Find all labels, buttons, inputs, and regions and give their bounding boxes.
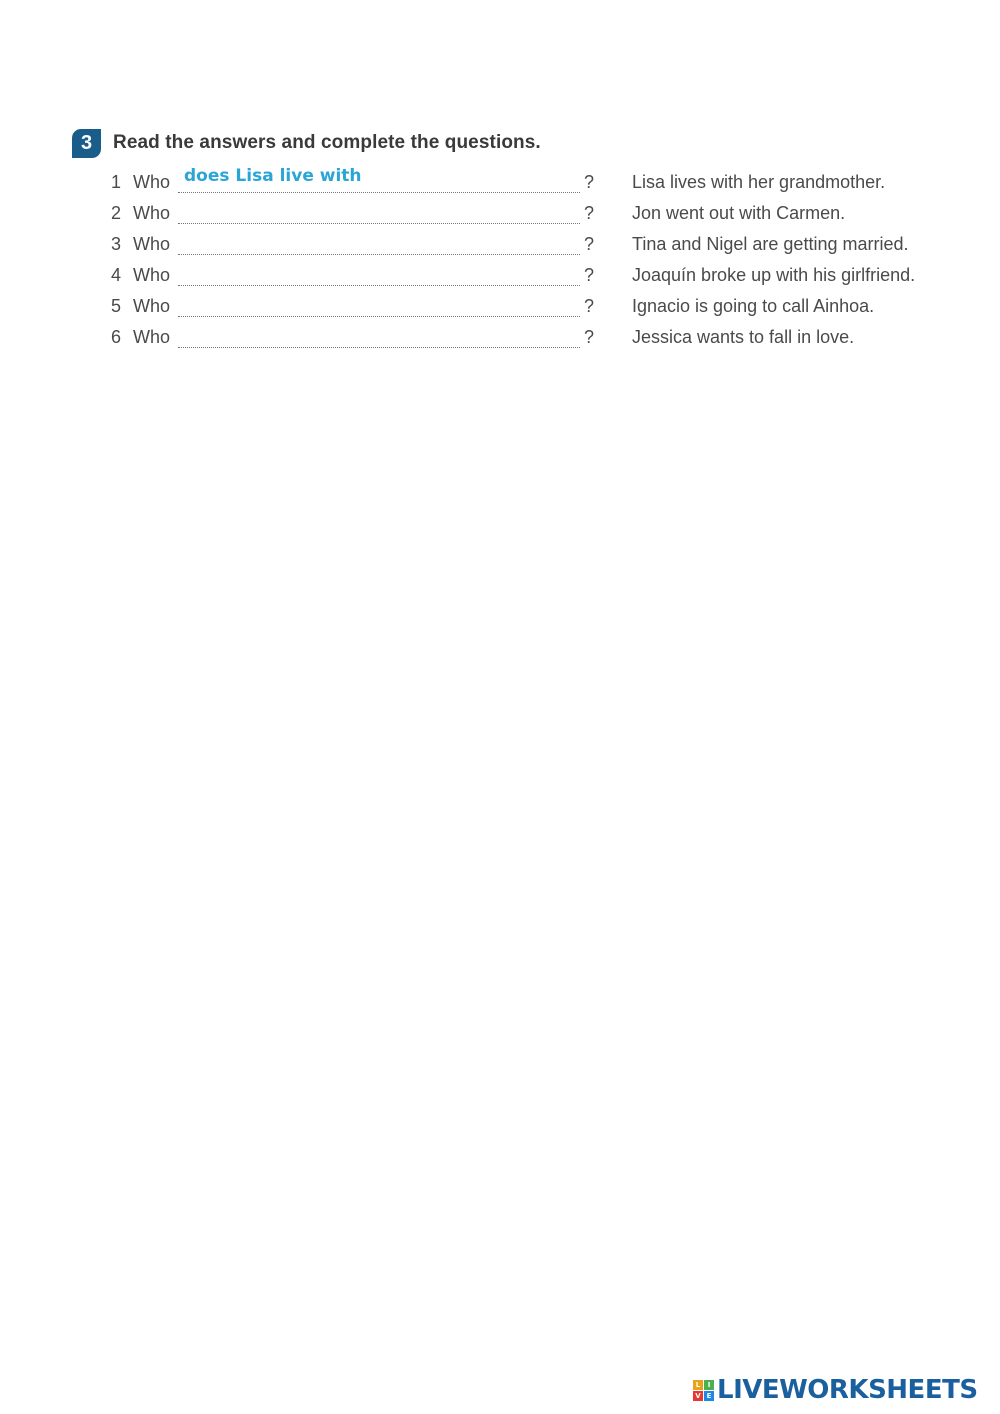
- logo-grid-icon: [693, 1380, 714, 1401]
- response-sentence: Jon went out with Carmen.: [632, 203, 846, 223]
- response-sentence: Tina and Nigel are getting married.: [632, 234, 909, 254]
- question-word: Who: [133, 234, 171, 254]
- question-row-6: [72, 323, 952, 354]
- answer-field-2[interactable]: [178, 201, 580, 224]
- liveworksheets-logo: [693, 1376, 978, 1404]
- answer-field-4[interactable]: [178, 263, 580, 286]
- question-mark: ?: [584, 327, 595, 347]
- item-number: 1: [111, 172, 122, 192]
- answer-field-5[interactable]: [178, 294, 580, 317]
- question-word: Who: [133, 296, 171, 316]
- logo-tile: L: [693, 1380, 703, 1390]
- exercise-number-badge: 3: [72, 129, 101, 158]
- response-sentence: Ignacio is going to call Ainhoa.: [632, 296, 875, 316]
- question-word: Who: [133, 203, 171, 223]
- question-mark: ?: [584, 265, 595, 285]
- item-number: 6: [111, 327, 122, 347]
- question-word: Who: [133, 172, 171, 192]
- question-row-3: [72, 230, 952, 261]
- question-row-2: [72, 199, 952, 230]
- item-number: 3: [111, 234, 122, 254]
- response-sentence: Lisa lives with her grandmother.: [632, 172, 886, 192]
- item-number: 5: [111, 296, 122, 316]
- exercise-heading: [72, 126, 952, 160]
- logo-tile: I: [704, 1380, 714, 1390]
- answer-field-6[interactable]: [178, 325, 580, 348]
- logo-tile: V: [693, 1391, 703, 1401]
- question-word: Who: [133, 265, 171, 285]
- question-mark: ?: [584, 172, 595, 192]
- question-list: [72, 168, 952, 354]
- exercise-title: Read the answers and complete the questions.: [113, 132, 541, 153]
- question-row-5: [72, 292, 952, 323]
- item-number: 2: [111, 203, 122, 223]
- answer-field-1[interactable]: [178, 166, 580, 193]
- item-number: 4: [111, 265, 122, 285]
- answer-field-3[interactable]: [178, 232, 580, 255]
- question-row-4: [72, 261, 952, 292]
- response-sentence: Jessica wants to fall in love.: [632, 327, 855, 347]
- question-mark: ?: [584, 203, 595, 223]
- question-mark: ?: [584, 296, 595, 316]
- exercise: [72, 126, 952, 354]
- question-mark: ?: [584, 234, 595, 254]
- logo-text: LIVEWORKSHEETS: [717, 1375, 978, 1405]
- response-sentence: Joaquín broke up with his girlfriend.: [632, 265, 916, 285]
- answer-text: does Lisa live with: [184, 166, 362, 186]
- question-row-1: [72, 168, 952, 199]
- question-word: Who: [133, 327, 171, 347]
- logo-tile: E: [704, 1391, 714, 1401]
